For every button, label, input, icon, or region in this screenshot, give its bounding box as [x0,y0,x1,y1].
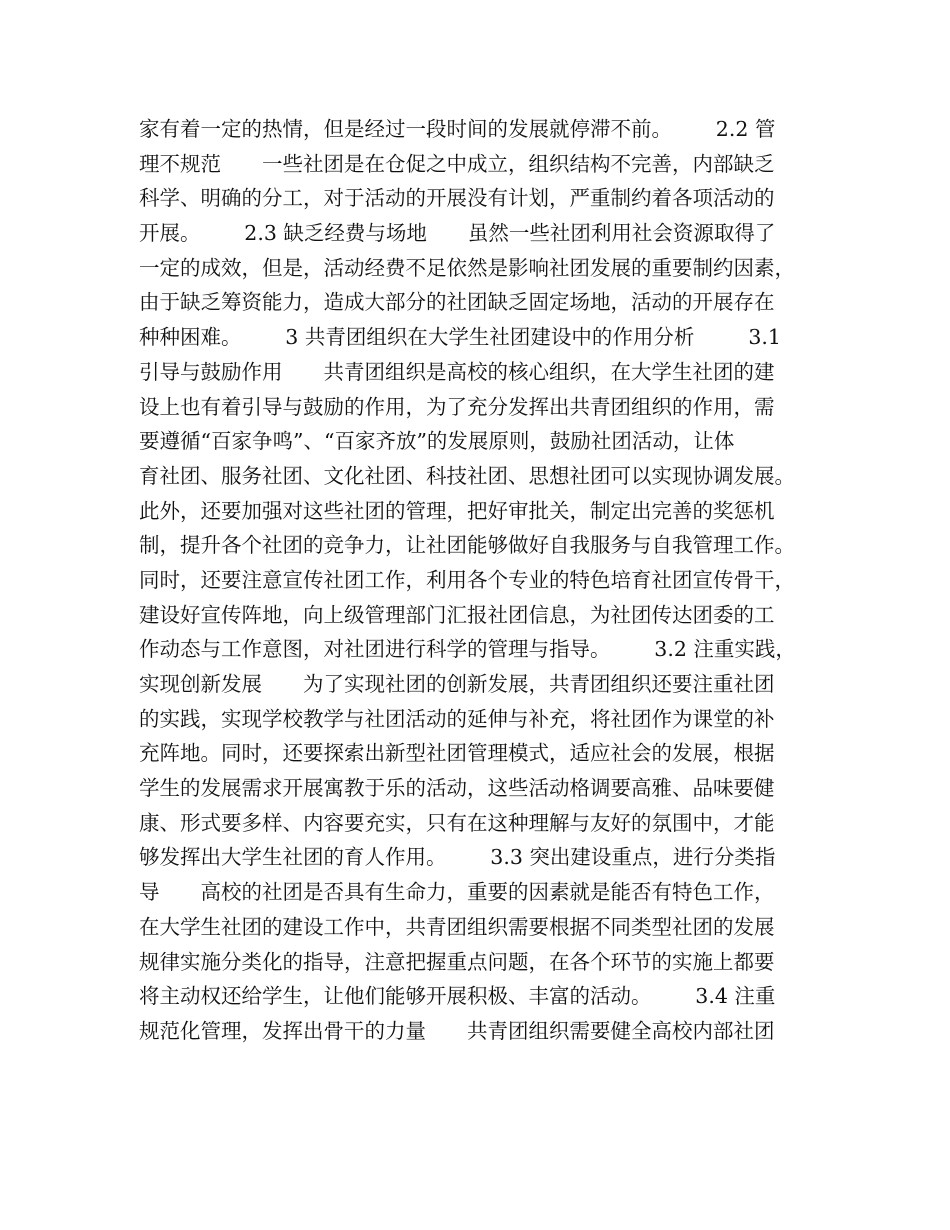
text-line: 康、形式要多样、内容要充实，只有在这种理解与友好的氛围中，才能 [139,810,775,835]
text-line: 要遵循“百家争鸣”、“百家齐放”的发展原则，鼓励社团活动，让体 [139,429,735,454]
text-line: 制，提升各个社团的竞争力，让社团能够做好自我服务与自我管理工作。 [139,533,795,558]
text-line: 此外，还要加强对这些社团的管理，把好审批关，制定出完善的奖惩机 [139,498,775,523]
text-line: 的实践，实现学校教学与社团活动的延伸与补充，将社团作为课堂的补 [139,706,775,731]
text-line: 充阵地。同时，还要探索出新型社团管理模式，适应社会的发展，根据 [139,741,775,766]
text-line: 建设好宣传阵地，向上级管理部门汇报社团信息，为社团传达团委的工 [139,602,775,627]
text-line: 实现创新发展 为了实现社团的创新发展，共青团组织还要注重社团 [139,672,775,696]
text-line: 育社团、服务社团、文化社团、科技社团、思想社团可以实现协调发展。 [139,463,795,488]
text-line: 同时，还要注意宣传社团工作，利用各个专业的特色培育社团宣传骨干， [139,567,795,592]
text-line: 科学、明确的分工，对于活动的开展没有计划，严重制约着各项活动的 [139,186,775,211]
text-line: 规范化管理，发挥出骨干的力量 共青团组织需要健全高校内部社团 [139,1018,775,1043]
text-line: 种种困难。 3 共青团组织在大学生社团建设中的作用分析 3.1 [139,325,781,350]
text-line: 规律实施分类化的指导，注意把握重点问题，在各个环节的实施上都要 [139,949,775,974]
text-line: 一定的成效，但是，活动经费不足依然是影响社团发展的重要制约因素， [139,255,795,280]
text-line: 够发挥出大学生社团的育人作用。 3.3 突出建设重点，进行分类指 [139,845,776,870]
text-line: 在大学生社团的建设工作中，共青团组织需要根据不同类型社团的发展 [139,914,775,939]
text-line: 设上也有着引导与鼓励的作用，为了充分发挥出共青团组织的作用，需 [139,394,775,419]
body-text [139,112,839,1049]
text-line: 引导与鼓励作用 共青团组织是高校的核心组织，在大学生社团的建 [139,359,775,384]
text-line: 开展。 2.3 缺乏经费与场地 虽然一些社团利用社会资源取得了 [139,221,776,246]
text-line: 学生的发展需求开展寓教于乐的活动，这些活动格调要高雅、品味要健 [139,776,775,801]
text-line: 由于缺乏筹资能力，造成大部分的社团缺乏固定场地，活动的开展存在 [139,290,775,315]
text-line: 理不规范 一些社团是在仓促之中成立，组织结构不完善，内部缺乏 [139,151,775,176]
text-line: 家有着一定的热情，但是经过一段时间的发展就停滞不前。 2.2 管 [139,117,776,141]
text-line: 导 高校的社团是否具有生命力，重要的因素就是能否有特色工作， [139,880,775,905]
text-line: 将主动权还给学生，让他们能够开展积极、丰富的活动。 3.4 注重 [139,984,776,1009]
text-line: 作动态与工作意图，对社团进行科学的管理与指导。 3.2 注重实践， [139,637,796,662]
